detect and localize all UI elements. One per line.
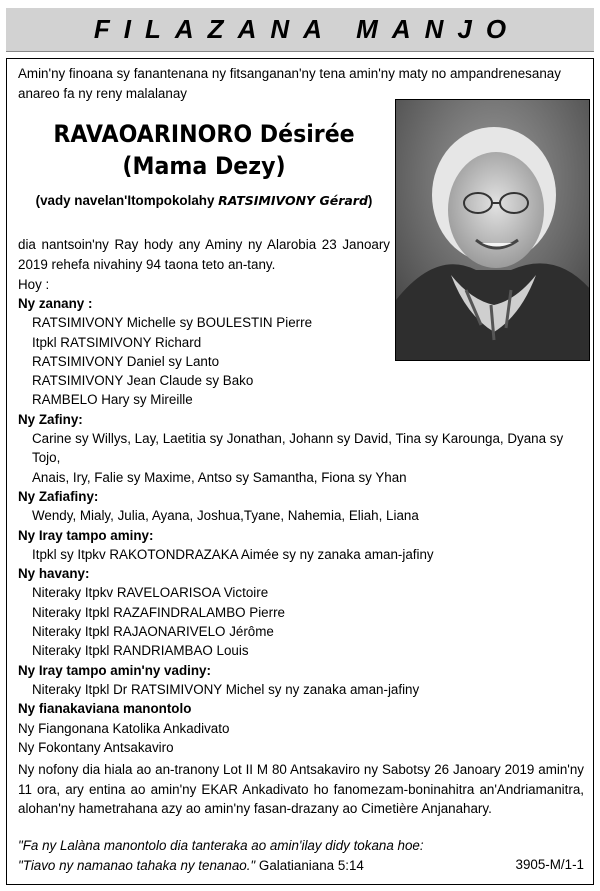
header-banner xyxy=(6,8,594,52)
family-heading: Ny havany: xyxy=(18,566,90,582)
verse-line-2: "Tiavo ny namanao tahaka ny tenanao." xyxy=(18,857,256,873)
spouse-prefix: (vady navelan'Itompokolahy xyxy=(35,193,219,208)
family-member: Niteraky Itpkl RAJAONARIVELO Jérôme xyxy=(32,624,274,640)
spouse-line xyxy=(18,192,390,210)
family-heading: Ny Iray tampo amin'ny vadiny: xyxy=(18,662,211,678)
intro-text: Amin'ny finoana sy fanantenana ny fitsanganan'ny tena amin'ny maty no ampandrenesanay anareo fa ny reny malalanay xyxy=(18,66,561,101)
hoy-label: Hoy : xyxy=(18,277,50,292)
family-member: Niteraky Itpkl RANDRIAMBAO Louis xyxy=(32,643,249,659)
family-member: Niteraky Itpkv RAVELOARISOA Victoire xyxy=(32,585,269,601)
banner-title: FILAZANA MANJO xyxy=(93,14,521,44)
spouse-name: RATSIMIVONY Gérard xyxy=(218,193,368,208)
family-member: RATSIMIVONY Jean Claude sy Bako xyxy=(32,373,254,389)
family-member: Ny Fiangonana Katolika Ankadivato xyxy=(18,720,230,736)
family-heading: Ny zanany : xyxy=(18,296,93,311)
family-heading: Ny Zafiafiny: xyxy=(18,488,99,504)
deceased-block xyxy=(18,120,390,210)
family-member: RATSIMIVONY Daniel sy Lanto xyxy=(32,353,220,369)
family-member: Anais, Iry, Falie sy Maxime, Antso sy Samantha, Fiona sy Yhan xyxy=(32,469,407,485)
funeral-details: Ny nofony dia hiala ao an-tranony Lot II M 80 Antsakaviro ny Sabotsy 26 Janoary 2019 amin'ny 11 ora, ary entina ao amin'ny EKAR Ankadivato ho fanomezam-boninahitra an'Andriamanitra, alohan'ny hametrahana azy ao amin'ny fasan-drazany ao Cimetière Anjanahary. xyxy=(18,762,584,816)
family-heading: Ny fianakaviana manontolo xyxy=(18,701,192,717)
family-member: Ny Fokontany Antsakaviro xyxy=(18,739,174,755)
family-member: RATSIMIVONY Michelle sy BOULESTIN Pierre xyxy=(32,315,313,331)
verse-reference: Galatianiana 5:14 xyxy=(255,857,364,873)
deceased-name: RAVAOARINORO Désirée xyxy=(53,120,355,148)
family-member: RAMBELO Hary sy Mireille xyxy=(32,392,193,408)
reference-code: 3905-M/1-1 xyxy=(515,857,584,872)
death-announcement: dia nantsoin'ny Ray hody any Aminy ny Alarobia 23 Janoary 2019 rehefa nivahiny 94 taona teto an-tany. xyxy=(18,237,390,272)
spouse-suffix: ) xyxy=(367,193,373,208)
family-member: Niteraky Itpkl Dr RATSIMIVONY Michel sy ny zanaka aman-jafiny xyxy=(32,681,420,697)
deceased-nickname: (Mama Dezy) xyxy=(122,152,286,180)
family-list xyxy=(18,294,588,757)
family-member: Carine sy Willys, Lay, Laetitia sy Jonathan, Johann sy David, Tina sy Karounga, Dyana sy Tojo, xyxy=(32,431,564,466)
family-heading: Ny Iray tampo aminy: xyxy=(18,527,154,543)
family-member: Itpkl RATSIMIVONY Richard xyxy=(32,334,202,350)
family-member: Niteraky Itpkl RAZAFINDRALAMBO Pierre xyxy=(32,604,285,620)
bible-verse xyxy=(18,836,584,875)
verse-line-1: "Fa ny Lalàna manontolo dia tanteraka ao amin'ilay didy tokana hoe: xyxy=(18,838,424,853)
family-member: Itpkl sy Itpkv RAKOTONDRAZAKA Aimée sy ny zanaka aman-jafiny xyxy=(32,546,434,562)
family-heading: Ny Zafiny: xyxy=(18,411,83,427)
family-member: Wendy, Mialy, Julia, Ayana, Joshua,Tyane, Nahemia, Eliah, Liana xyxy=(32,508,419,524)
